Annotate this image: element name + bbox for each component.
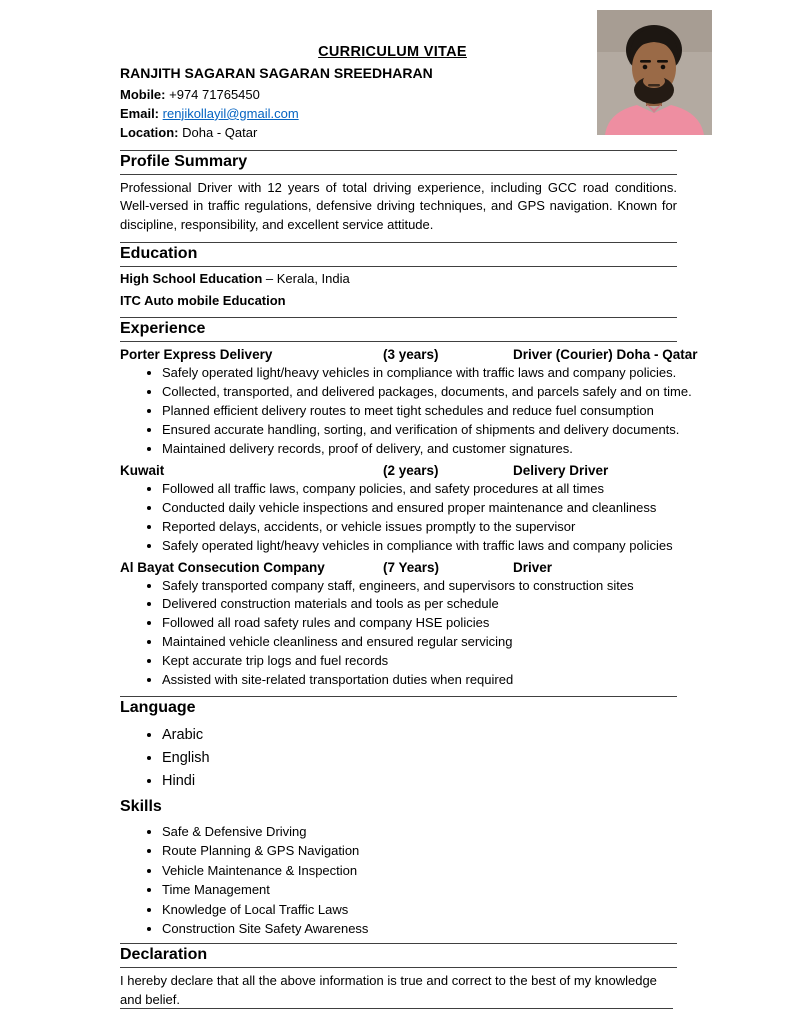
skill-item: • Safe & Defensive Driving [162,824,720,839]
job-duration: (7 Years) [383,559,440,575]
bullet-item: • Safely operated light/heavy vehicles in compliance with traffic laws and company policies [162,537,708,555]
language-list [150,727,720,789]
education-item-title: High School Education [120,271,263,287]
email-link[interactable]: renjikollayil@gmail.com [162,105,299,121]
profile-summary-text: Professional Driver with 12 years of total driving experience, including GCC road conditions. Well-versed in traffic regulations, defensive driving techniques, and GPS navigation. Known for discipline, responsibility, and excellent service attitude. [120,179,677,233]
skill-item: • Vehicle Maintenance & Inspection [162,863,720,878]
section-heading-experience: Experience [120,317,677,342]
language-item: • Arabic [162,727,720,743]
section-heading-declaration: Declaration [120,943,677,968]
job-duration: (2 years) [383,462,439,478]
email-label: Email: [120,105,160,121]
candidate-name: RANJITH SAGARAN SAGARAN SREEDHARAN [120,65,433,81]
language-item: • English [162,750,720,766]
education-item [120,269,720,289]
job-duration: (3 years) [383,347,439,363]
bullet-item: • Ensured accurate handling, sorting, and verification of shipments and delivery documents. [162,421,708,439]
bullet-item: • Planned efficient delivery routes to meet tight schedules and reduce fuel consumption [162,402,708,420]
bullet-item: • Delivered construction materials and tools as per schedule [162,595,708,613]
bullet-item: • Safely operated light/heavy vehicles in compliance with traffic laws and company policies. [162,364,708,382]
job-bullet-list [150,480,708,555]
page-title: CURRICULUM VITAE [318,44,467,60]
declaration-text: I hereby declare that all the above information is true and correct to the best of my knowledge and belief. [120,973,657,1007]
bullet-item: • Followed all traffic laws, company policies, and safety procedures at all times [162,480,708,498]
section-heading-language: Language [120,696,677,720]
page-bottom-rule [120,1008,673,1009]
bullet-item: • Conducted daily vehicle inspections and ensured proper maintenance and cleanliness [162,499,708,517]
mobile-value: +974 71765450 [169,87,260,102]
job-role: Driver [513,559,553,575]
job-header [120,347,720,362]
skill-item: • Route Planning & GPS Navigation [162,843,720,858]
job-bullet-list [150,364,708,458]
job-role: Delivery Driver [513,462,609,478]
mobile-label: Mobile: [120,87,166,102]
bullet-item: • Reported delays, accidents, or vehicle issues promptly to the supervisor [162,518,708,536]
job-header [120,463,720,478]
email-line [120,105,720,124]
bullet-item: • Safely transported company staff, engineers, and supervisors to construction sites [162,577,708,595]
skill-item: • Knowledge of Local Traffic Laws [162,902,720,917]
bullet-item: • Maintained vehicle cleanliness and ensured regular servicing [162,633,708,651]
skill-item: • Time Management [162,882,720,897]
mobile-line [120,86,720,105]
language-item: • Hindi [162,773,720,789]
location-line [120,124,720,143]
job-bullet-list [150,577,708,690]
section-heading-profile-summary: Profile Summary [120,150,677,175]
job-company: Al Bayat Consecution Company [120,559,325,575]
section-heading-skills: Skills [120,798,162,816]
location-value: Doha - Qatar [182,124,258,140]
location-label: Location: [120,124,179,140]
job-header [120,560,720,575]
education-item [120,291,720,311]
job-role: Driver (Courier) Doha - Qatar [513,347,698,363]
skills-list [150,824,720,937]
bullet-item: • Maintained delivery records, proof of delivery, and customer signatures. [162,440,708,458]
skill-item: • Construction Site Safety Awareness [162,921,720,936]
job-company: Kuwait [120,462,165,478]
education-item-detail: – Kerala, India [262,271,350,287]
job-company: Porter Express Delivery [120,347,273,363]
bullet-item: • Assisted with site-related transportation duties when required [162,671,708,689]
bullet-item: • Kept accurate trip logs and fuel records [162,652,708,670]
section-heading-education: Education [120,242,677,267]
bullet-item: • Collected, transported, and delivered packages, documents, and parcels safely and on time. [162,383,708,401]
education-item-title: ITC Auto mobile Education [120,292,286,308]
bullet-item: • Followed all road safety rules and company HSE policies [162,614,708,632]
